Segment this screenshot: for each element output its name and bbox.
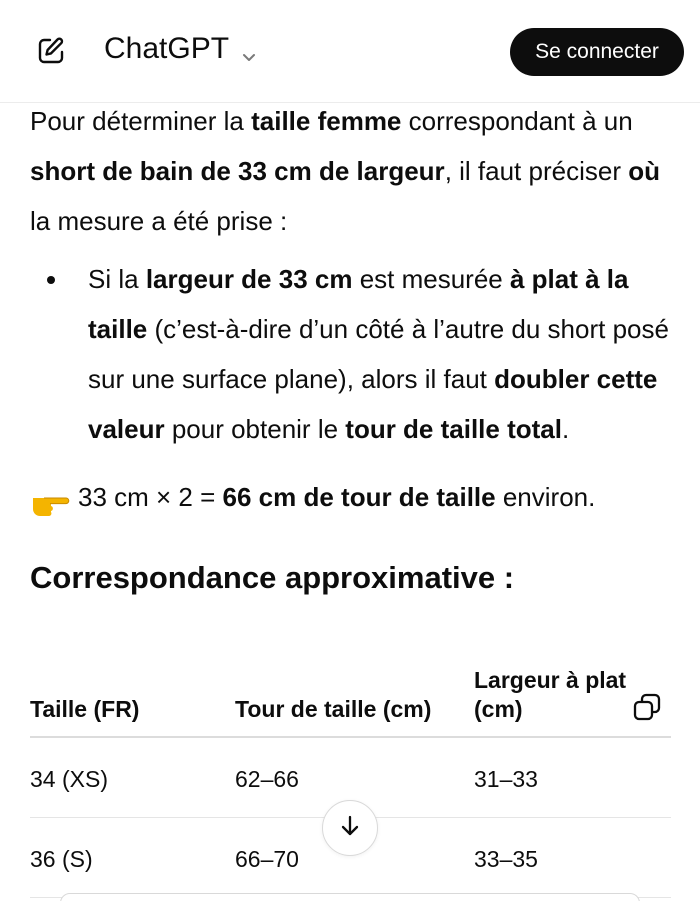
text-segment: est mesurée (352, 264, 510, 294)
bold-segment: short de bain de 33 cm de largeur (30, 156, 445, 186)
section-heading: Correspondance approximative : (30, 560, 515, 595)
bold-segment: taille femme (251, 106, 402, 136)
text-segment: (c’est-à-dire d’un côté à l’autre du short posé sur une surface plane), alors il faut (88, 314, 669, 394)
composer-edge[interactable] (60, 893, 640, 901)
connect-button[interactable]: Se connecter (510, 28, 684, 76)
table-cell: 66–70 (235, 846, 299, 872)
text-segment: la mesure a été prise : (30, 206, 288, 236)
table-header (30, 660, 671, 738)
app-title: ChatGPT (104, 32, 230, 65)
text-segment: 33 cm × 2 = (78, 482, 223, 512)
column-header: Tour de taille (cm) (235, 696, 432, 722)
column-header: Taille (FR) (30, 696, 140, 722)
text-segment: . (561, 414, 570, 444)
copy-icon[interactable] (632, 692, 662, 722)
chevron-down-icon (239, 41, 259, 61)
model-selector[interactable] (104, 32, 259, 66)
text-segment: pour obtenir le (164, 414, 346, 444)
list-item (30, 254, 675, 454)
edit-icon[interactable] (36, 36, 66, 66)
bold-segment: à plat à la taille (88, 264, 629, 344)
bold-segment: doubler cette valeur (88, 364, 658, 444)
table-cell: 33–35 (474, 846, 538, 872)
text-segment: Pour déterminer la (30, 106, 252, 136)
bullet-list (30, 254, 675, 454)
table-cell: 31–33 (474, 766, 538, 792)
bold-segment: où (628, 156, 660, 186)
formula-line (30, 472, 675, 522)
text-segment: environ. (495, 482, 596, 512)
table-cell: 34 (XS) (30, 766, 108, 792)
size-table (30, 660, 671, 898)
table-cell: 62–66 (235, 766, 299, 792)
intro-paragraph (30, 96, 675, 246)
bullet-dot (47, 276, 55, 284)
bold-segment: 66 cm de tour de taille (222, 482, 496, 512)
scroll-down-button[interactable] (322, 800, 378, 856)
assistant-message (30, 96, 675, 598)
bold-segment: largeur de 33 cm (145, 264, 353, 294)
pointing-hand-icon (30, 483, 70, 511)
arrow-down-icon (337, 813, 363, 844)
table-cell: 36 (S) (30, 846, 93, 872)
column-header: Largeur à plat (cm) (474, 667, 627, 722)
top-bar (0, 0, 700, 103)
bold-segment: tour de taille total (345, 414, 562, 444)
text-segment: correspondant à un (401, 106, 633, 136)
text-segment: , il faut préciser (444, 156, 629, 186)
text-segment: Si la (88, 264, 146, 294)
